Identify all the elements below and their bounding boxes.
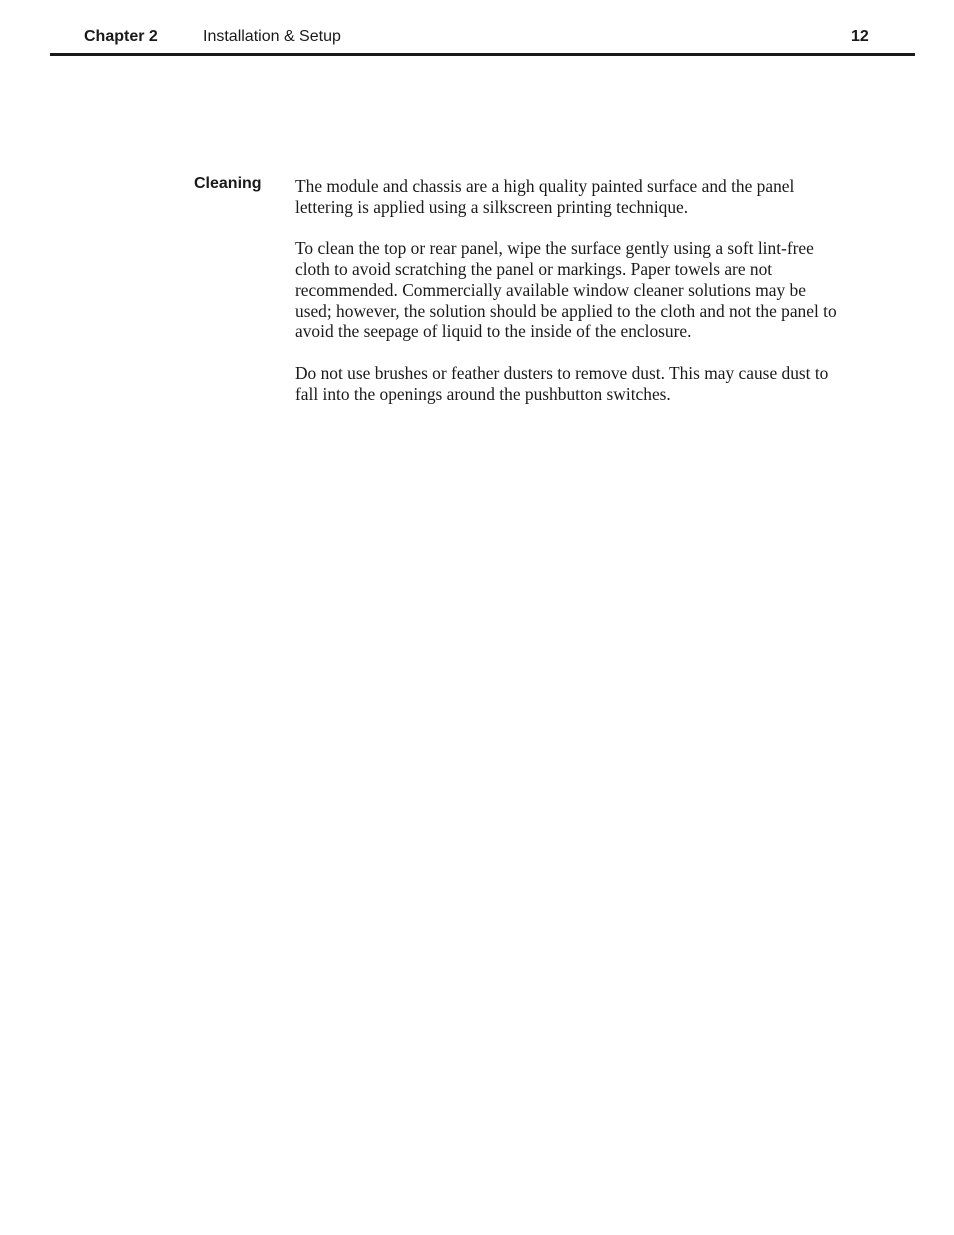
chapter-title: Installation & Setup xyxy=(203,28,341,45)
text-line: used; however, the solution should be applied to the cloth and not the panel to xyxy=(295,300,837,321)
paragraph xyxy=(295,176,895,218)
text-line: lettering is applied using a silkscreen printing technique. xyxy=(295,196,689,217)
text-line: Do not use brushes or feather dusters to remove dust. This may cause dust to xyxy=(295,362,829,383)
section-body xyxy=(295,176,895,425)
text-line: fall into the openings around the pushbutton switches. xyxy=(295,383,671,404)
paragraph xyxy=(295,238,895,342)
chapter-label: Chapter 2 xyxy=(84,28,158,45)
page-header xyxy=(50,0,915,56)
page-number: 12 xyxy=(851,28,869,45)
text-line: avoid the seepage of liquid to the inside of the enclosure. xyxy=(295,321,692,342)
text-line: cloth to avoid scratching the panel or markings. Paper towels are not xyxy=(295,258,773,279)
paragraph xyxy=(295,363,895,405)
section-heading: Cleaning xyxy=(194,175,262,192)
text-line: To clean the top or rear panel, wipe the surface gently using a soft lint-free xyxy=(295,238,814,259)
text-line: recommended. Commercially available window cleaner solutions may be xyxy=(295,279,806,300)
text-line: The module and chassis are a high quality painted surface and the panel xyxy=(295,176,795,196)
